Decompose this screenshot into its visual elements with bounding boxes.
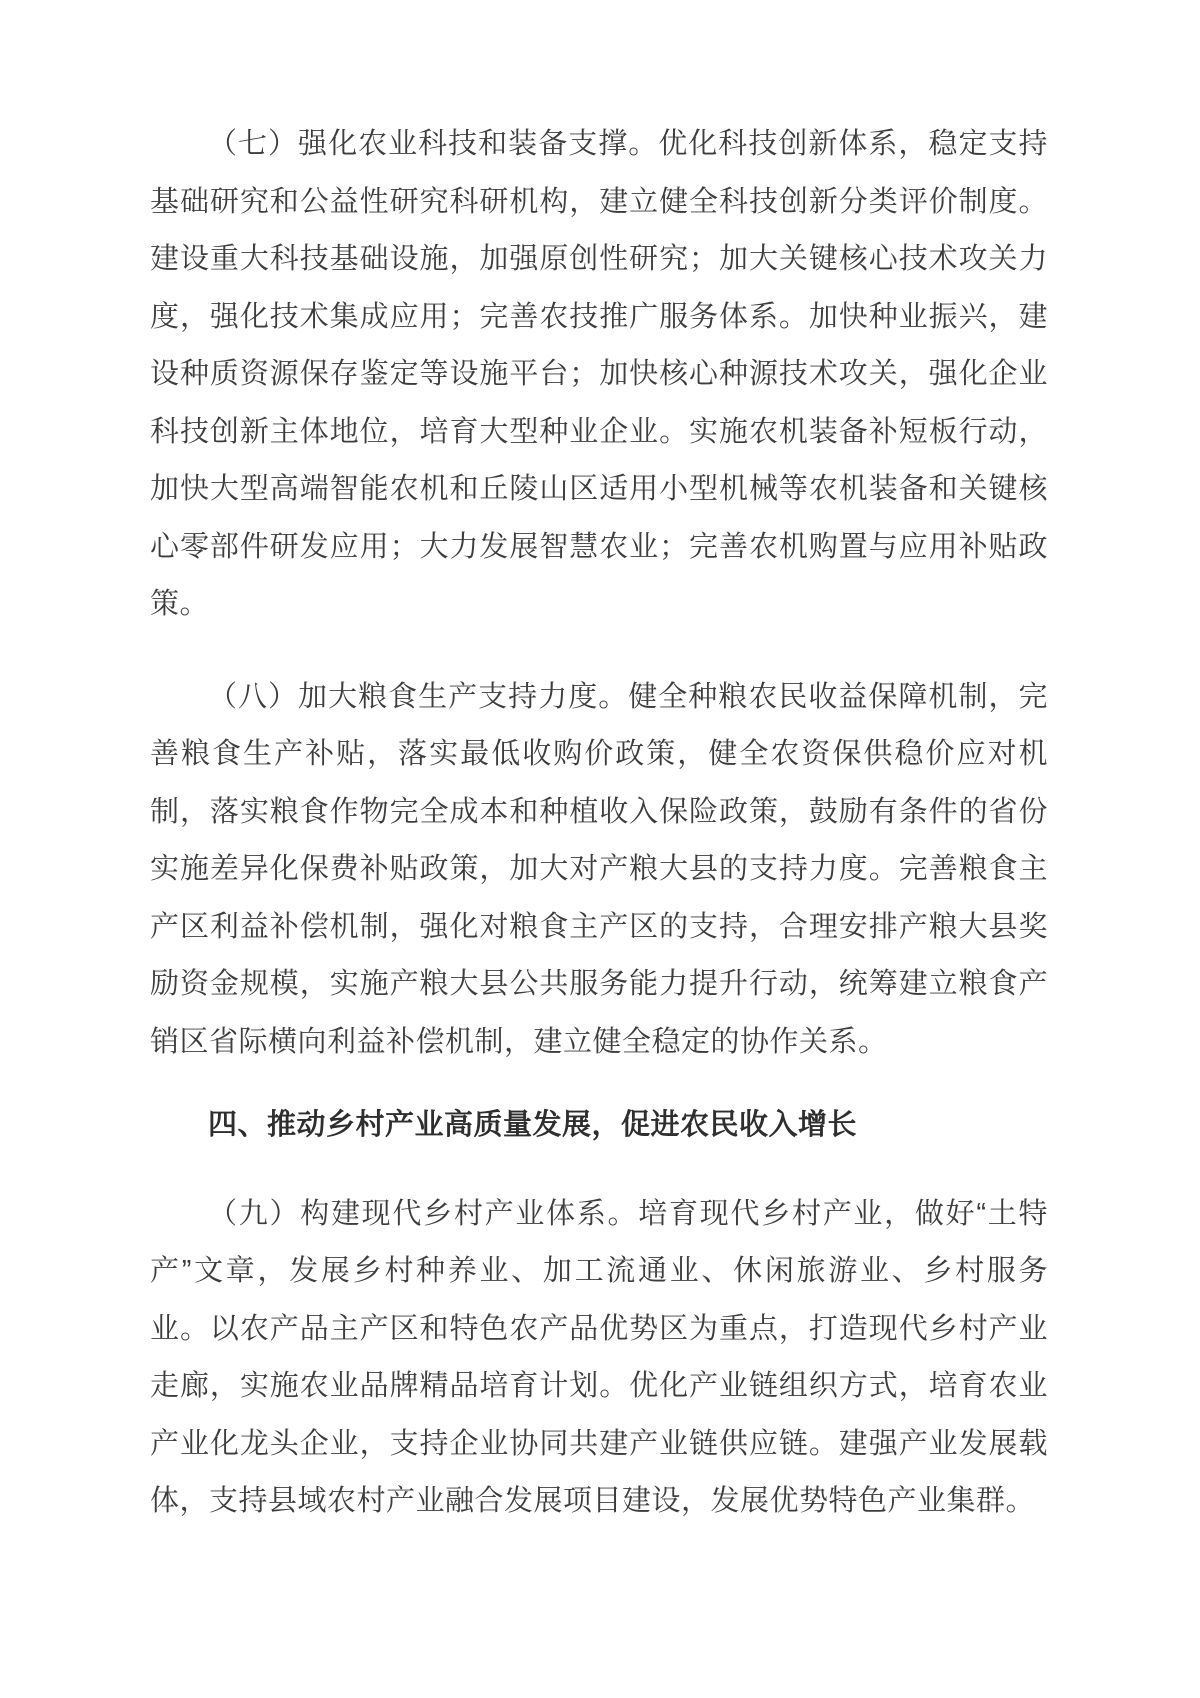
- paragraph-7: [150, 116, 1048, 634]
- text-line: 科技创新主体地位，培育大型种业企业。实施农机装备补短板行动，: [150, 415, 1048, 448]
- text-line: 实施差异化保费补贴政策，加大对产粮大县的支持力度。完善粮食主: [150, 853, 1048, 885]
- text-line: （九）构建现代乡村产业体系。培育现代乡村产业，做好“土特: [208, 1197, 1048, 1230]
- text-line: 体，支持县域农村产业融合发展项目建设，发展优势特色产业集群。: [150, 1485, 1036, 1517]
- text-line: 加快大型高端智能农机和丘陵山区适用小型机械等农机装备和关键核: [150, 473, 1048, 505]
- text-line: 制，落实粮食作物完全成本和种植收入保险政策，鼓励有条件的省份: [150, 795, 1048, 828]
- text-line: 建设重大科技基础设施，加强原创性研究；加大关键核心技术攻关力: [150, 243, 1048, 275]
- text-line: 度，强化技术集成应用；完善农技推广服务体系。加快种业振兴，建: [150, 300, 1048, 333]
- text-line: 设种质资源保存鉴定等设施平台；加快核心种源技术攻关，强化企业: [150, 358, 1048, 390]
- text-line: 基础研究和公益性研究科研机构，建立健全科技创新分类评价制度。: [150, 185, 1048, 218]
- text-line: 心零部件研发应用；大力发展智慧农业；完善农机购置与应用补贴政: [150, 530, 1048, 563]
- paragraph-9: [150, 1186, 1048, 1531]
- text-line: （八）加大粮食生产支持力度。健全种粮农民收益保障机制，完: [208, 680, 1048, 713]
- text-line: 走廊，实施农业品牌精品培育计划。优化产业链组织方式，培育农业: [150, 1370, 1048, 1402]
- text-line: （七）强化农业科技和装备支撑。优化科技创新体系，稳定支持: [208, 128, 1048, 160]
- text-line: 励资金规模，实施产粮大县公共服务能力提升行动，统筹建立粮食产: [150, 968, 1048, 1000]
- text-line: 产业化龙头企业，支持企业协同共建产业链供应链。建强产业发展载: [150, 1427, 1048, 1460]
- text-line: 产区利益补偿机制，强化对粮食主产区的支持，合理安排产粮大县奖: [150, 910, 1048, 943]
- text-line: 产”文章，发展乡村种养业、加工流通业、休闲旅游业、乡村服务: [150, 1255, 1048, 1287]
- text-line: 策。: [150, 588, 210, 620]
- text-line: 善粮食生产补贴，落实最低收购价政策，健全农资保供稳价应对机: [150, 738, 1048, 770]
- paragraph-8: [150, 669, 1048, 1072]
- text-line: 业。以农产品主产区和特色农产品优势区为重点，打造现代乡村产业: [150, 1312, 1048, 1345]
- text-line: 销区省际横向利益补偿机制，建立健全稳定的协作关系。: [150, 1025, 888, 1058]
- section-heading-4: 四、推动乡村产业高质量发展，促进农民收入增长: [208, 1109, 858, 1141]
